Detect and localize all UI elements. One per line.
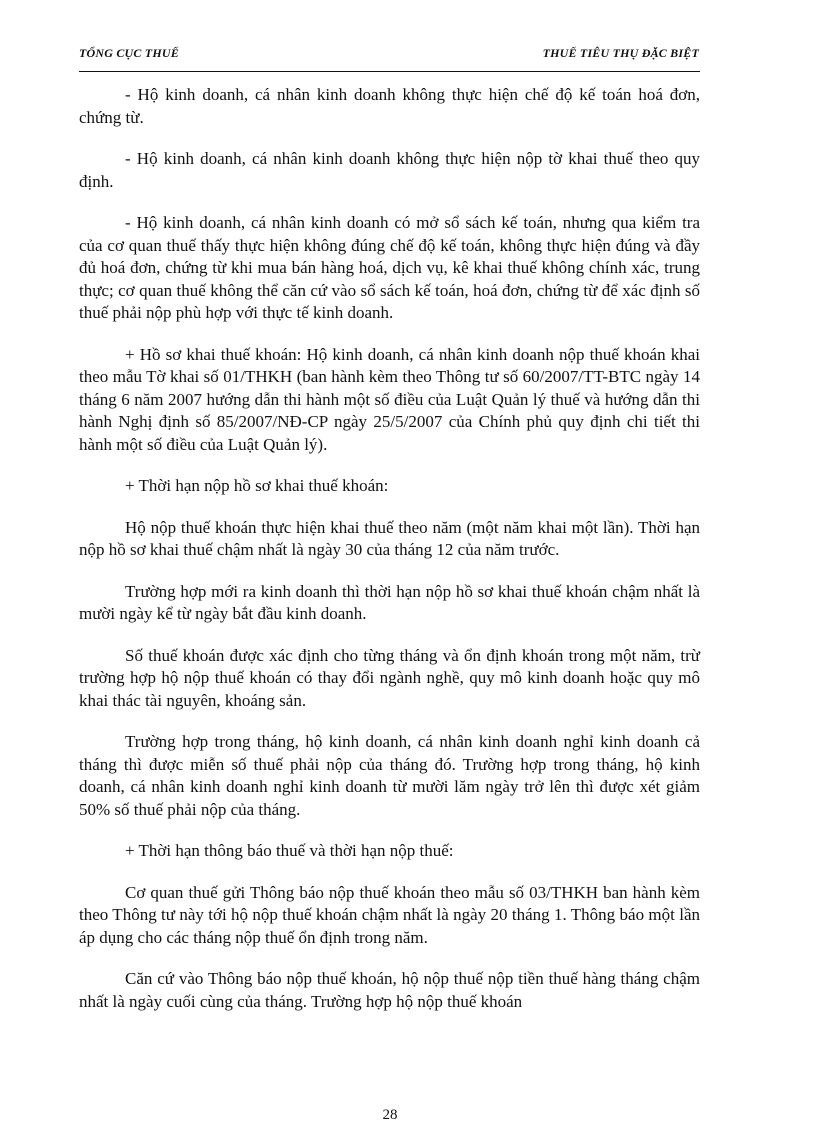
paragraph: + Thời hạn nộp hồ sơ khai thuế khoán: bbox=[125, 476, 389, 495]
header-chapter-title: THUẾ TIÊU THỤ ĐẶC BIỆT bbox=[542, 46, 699, 60]
paragraph: - Hộ kinh doanh, cá nhân kinh doanh không thực hiện nộp tờ khai thuế theo quy định. bbox=[79, 149, 700, 191]
paragraph: Trường hợp trong tháng, hộ kinh doanh, cá nhân kinh doanh nghỉ kinh doanh cả tháng thì được miễn số thuế phải nộp của tháng đó. Trường hợp trong tháng, hộ kinh doanh, cá nhân kinh doanh nghỉ kinh doanh từ mười lăm ngày trở lên thì được xét giảm 50% số thuế phải nộp của tháng. bbox=[79, 732, 700, 819]
header-organization: TỔNG CỤC THUẾ bbox=[79, 46, 179, 60]
paragraph: Cơ quan thuế gửi Thông báo nộp thuế khoán theo mẫu số 03/THKH ban hành kèm theo Thông tư này tới hộ nộp thuế khoán chậm nhất là ngày 20 tháng 1. Thông báo một lần áp dụng cho các tháng nộp thuế ổn định trong năm. bbox=[79, 882, 700, 947]
paragraph: Trường hợp mới ra kinh doanh thì thời hạn nộp hồ sơ khai thuế khoán chậm nhất là mười ngày kể từ ngày bắt đầu kinh doanh. bbox=[79, 581, 700, 623]
paragraph: - Hộ kinh doanh, cá nhân kinh doanh có mở sổ sách kế toán, nhưng qua kiểm tra của cơ quan thuế thấy thực hiện không đúng chế độ kế toán, không thực hiện đúng và đầy đủ hoá đơn, chứng từ khi mua bán hàng hoá, dịch vụ, kê khai thuế không chính xác, trung thực; cơ quan thuế không thể căn cứ vào sổ sách kế toán, hoá đơn, chứng từ để xác định số thuế phải nộp phù hợp với thực tế kinh doanh. bbox=[79, 213, 700, 322]
page-number: 28 bbox=[382, 1107, 398, 1123]
paragraph: + Thời hạn thông báo thuế và thời hạn nộp thuế: bbox=[125, 841, 454, 860]
document-body bbox=[79, 84, 700, 1032]
paragraph: Căn cứ vào Thông báo nộp thuế khoán, hộ nộp thuế nộp tiền thuế hàng tháng chậm nhất là ngày cuối cùng của tháng. Trường hợp hộ nộp thuế khoán bbox=[79, 969, 700, 1011]
paragraph: Hộ nộp thuế khoán thực hiện khai thuế theo năm (một năm khai một lần). Thời hạn nộp hồ sơ khai thuế chậm nhất là ngày 30 của tháng 12 của năm trước. bbox=[79, 517, 700, 559]
paragraph: Số thuế khoán được xác định cho từng tháng và ổn định khoán trong một năm, trừ trường hợp hộ nộp thuế khoán có thay đổi ngành nghề, quy mô kinh doanh hoặc quy mô khai thác tài nguyên, khoáng sản. bbox=[79, 645, 700, 710]
paragraph: + Hồ sơ khai thuế khoán: Hộ kinh doanh, cá nhân kinh doanh nộp thuế khoán khai theo mẫu Tờ khai số 01/THKH (ban hành kèm theo Thông tư số 60/2007/TT-BTC ngày 14 tháng 6 năm 2007 hướng dẫn thi hành một số điều của Luật Quản lý thuế và hướng dẫn thi hành Nghị định số 85/2007/NĐ-CP ngày 25/5/2007 của Chính phủ quy định chi tiết thi hành một số điều của Luật Quản lý). bbox=[79, 344, 700, 454]
header-divider bbox=[79, 71, 700, 72]
paragraph: - Hộ kinh doanh, cá nhân kinh doanh không thực hiện chế độ kế toán hoá đơn, chứng từ. bbox=[79, 85, 700, 127]
